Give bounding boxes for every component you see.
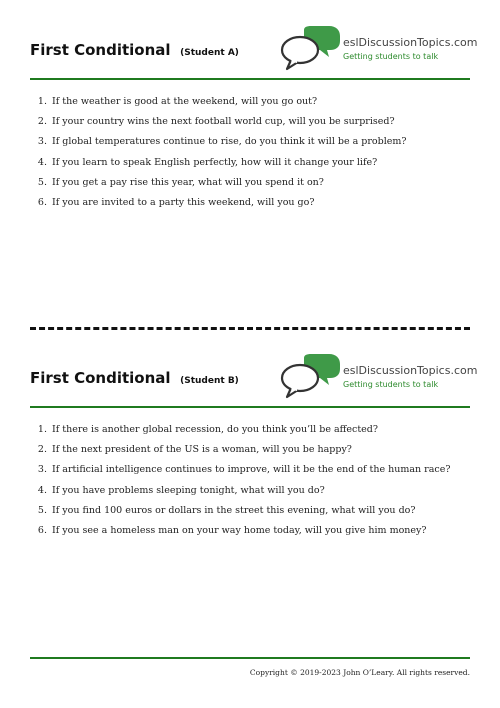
question-item: 5. If you get a pay rise this year, what will you spend it on?: [50, 173, 470, 193]
student-a-section: [30, 0, 478, 209]
question-item: 5. If you find 100 euros or dollars in the street this evening, what will you do?: [50, 501, 470, 521]
question-item: 6. If you see a homeless man on your way home today, will you give him money?: [50, 521, 470, 541]
site-name: eslDiscussionTopics.com: [343, 36, 478, 49]
question-item: 1. If the weather is good at the weekend, will you go out?: [50, 92, 470, 112]
question-item: 4. If you have problems sleeping tonight, what will you do?: [50, 481, 470, 501]
header-divider: [30, 406, 470, 408]
site-name: eslDiscussionTopics.com: [343, 364, 478, 377]
copyright-notice: Copyright © 2019-2023 John O’Leary. All rights reserved.: [249, 668, 470, 677]
site-logo: [280, 354, 478, 400]
student-a-title: [30, 40, 239, 59]
question-item: 2. If the next president of the US is a woman, will you be happy?: [50, 440, 470, 460]
site-tagline: Getting students to talk: [343, 52, 439, 61]
footer-divider: [30, 657, 470, 659]
question-item: 2. If your country wins the next football world cup, will you be surprised?: [50, 112, 470, 132]
question-item: 1. If there is another global recession, do you think you’ll be affected?: [50, 420, 470, 440]
student-a-header: [30, 0, 478, 80]
site-tagline: Getting students to talk: [343, 380, 439, 389]
student-b-header: [30, 328, 478, 408]
student-a-title-text: First Conditional: [30, 41, 171, 59]
question-item: 6. If you are invited to a party this weekend, will you go?: [50, 193, 470, 213]
question-item: 3. If global temperatures continue to rise, do you think it will be a problem?: [50, 132, 470, 152]
site-logo: [280, 26, 478, 72]
student-a-question-list: [30, 92, 470, 213]
student-b-subtitle: (Student B): [180, 376, 239, 386]
question-item: 4. If you learn to speak English perfectly, how will it change your life?: [50, 153, 470, 173]
student-b-section: [30, 328, 478, 537]
student-b-title: [30, 368, 239, 387]
question-item: 3. If artificial intelligence continues to improve, will it be the end of the human race?: [50, 460, 470, 480]
student-b-title-text: First Conditional: [30, 369, 171, 387]
header-divider: [30, 78, 470, 80]
speech-bubbles-icon: [280, 26, 342, 72]
student-b-question-list: [30, 420, 470, 541]
speech-bubbles-icon: [280, 354, 342, 400]
student-a-subtitle: (Student A): [180, 48, 239, 58]
